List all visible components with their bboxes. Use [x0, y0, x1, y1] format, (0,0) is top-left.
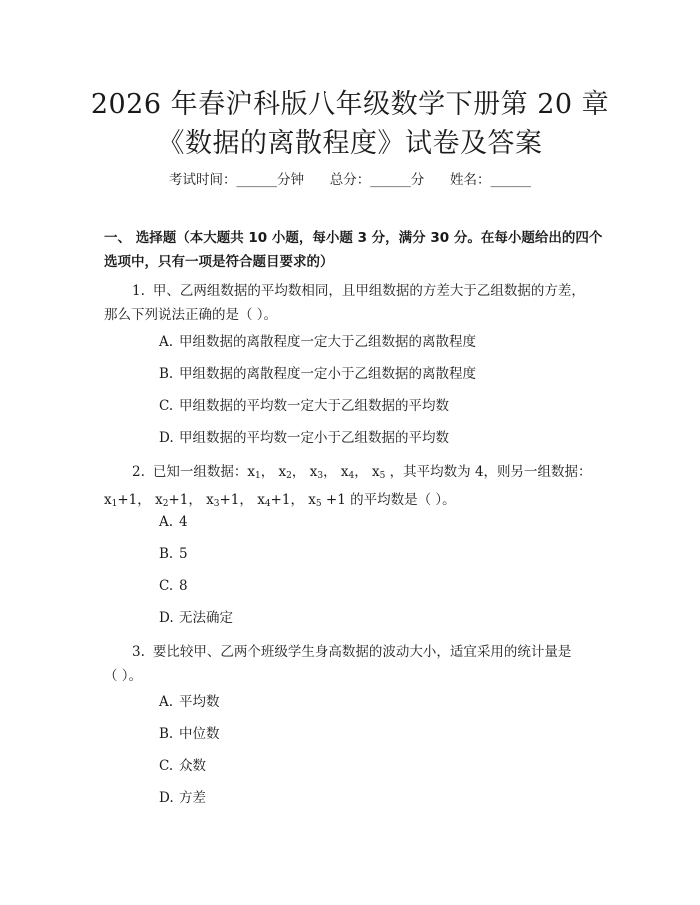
- question-3: [104, 640, 602, 688]
- option-2a: [159, 512, 188, 532]
- option-text: 平均数: [179, 694, 220, 710]
- question-text-line1: 甲、乙两组数据的平均数相同，且甲组数据的方差大于乙组数据的方差，: [152, 283, 585, 299]
- question-text-line2: 那么下列说法正确的是（ ）。: [104, 307, 278, 323]
- option-2b: [159, 544, 188, 564]
- option-text: 8: [179, 578, 188, 594]
- option-3a: [159, 692, 220, 712]
- option-letter: C.: [159, 758, 174, 774]
- option-letter: D.: [159, 610, 174, 626]
- option-letter: C.: [159, 398, 174, 414]
- option-letter: D.: [159, 790, 174, 806]
- question-number: 3.: [132, 644, 145, 660]
- exam-title-line1: 2026 年春沪科版八年级数学下册第 20 章: [90, 89, 610, 120]
- var-x2: $x_2$: [278, 464, 292, 481]
- option-text: 甲组数据的离散程度一定大于乙组数据的离散程度: [179, 334, 476, 350]
- section-heading-line2: 选项中，只有一项是符合题目要求的）: [104, 254, 334, 270]
- var-x4: $x_4$: [340, 464, 355, 481]
- exam-title-line2: 《数据的离散程度》试卷及答案: [157, 128, 543, 159]
- option-letter: B.: [159, 366, 174, 382]
- option-letter: A.: [159, 514, 174, 530]
- option-text: 众数: [179, 758, 206, 774]
- question-text-line1: 要比较甲、乙两个班级学生身高数据的波动大小，适宜采用的统计量是: [152, 644, 572, 660]
- option-text: 5: [179, 546, 188, 562]
- option-text: 无法确定: [179, 610, 233, 626]
- option-3b: [159, 724, 220, 744]
- question-text-line2: （ ）。: [104, 668, 143, 684]
- option-letter: D.: [159, 430, 174, 446]
- exam-meta-info: 考试时间：______分钟 总分：______分 姓名：______: [169, 172, 531, 188]
- question-text-prefix: 已知一组数据：: [152, 464, 248, 480]
- var-x5: $x_5$: [372, 464, 386, 481]
- option-text: 4: [179, 514, 188, 530]
- option-letter: A.: [159, 334, 174, 350]
- question-1: [104, 279, 602, 327]
- option-letter: A.: [159, 694, 174, 710]
- var-x1: $x_1$: [247, 464, 261, 481]
- question-text-line2: $x_1+1$， $x_2+1$， $x_3+1$， $x_4+1$， $x_5 +1$ 的平均数是（ ）。: [104, 492, 456, 509]
- option-letter: B.: [159, 546, 174, 562]
- question-2: 2. 已知一组数据：$x_1$， $x_2$， $x_3$， $x_4$， $x_5$ ，其平均数为 4，则另一组数据： $x_1+1$， $x_2+1$， $x_3+1$， $x_4+1$， $x_5 +1$ 的平均数是（ ）。: [104, 460, 602, 516]
- option-letter: C.: [159, 578, 174, 594]
- option-1b: [159, 364, 476, 384]
- option-1c: [159, 396, 449, 416]
- question-number: 1.: [132, 283, 145, 299]
- option-text: 中位数: [179, 726, 220, 742]
- question-number: 2.: [132, 464, 145, 480]
- question-text-mid: ，其平均数为 4，则另一组数据：: [389, 464, 592, 480]
- option-1d: [159, 428, 449, 448]
- option-text: 甲组数据的平均数一定小于乙组数据的平均数: [179, 430, 449, 446]
- var-x3: $x_3$: [309, 464, 324, 481]
- option-3d: [159, 788, 206, 808]
- option-2c: [159, 576, 188, 596]
- option-3c: [159, 756, 206, 776]
- section-heading-line1: 一、 选择题（本大题共 10 小题，每小题 3 分，满分 30 分。在每小题给出的四个: [104, 230, 603, 246]
- option-letter: B.: [159, 726, 174, 742]
- option-text: 方差: [179, 790, 206, 806]
- option-2d: [159, 608, 233, 628]
- option-text: 甲组数据的平均数一定大于乙组数据的平均数: [179, 398, 449, 414]
- option-1a: [159, 332, 476, 352]
- section-heading: [104, 226, 604, 274]
- option-text: 甲组数据的离散程度一定小于乙组数据的离散程度: [179, 366, 476, 382]
